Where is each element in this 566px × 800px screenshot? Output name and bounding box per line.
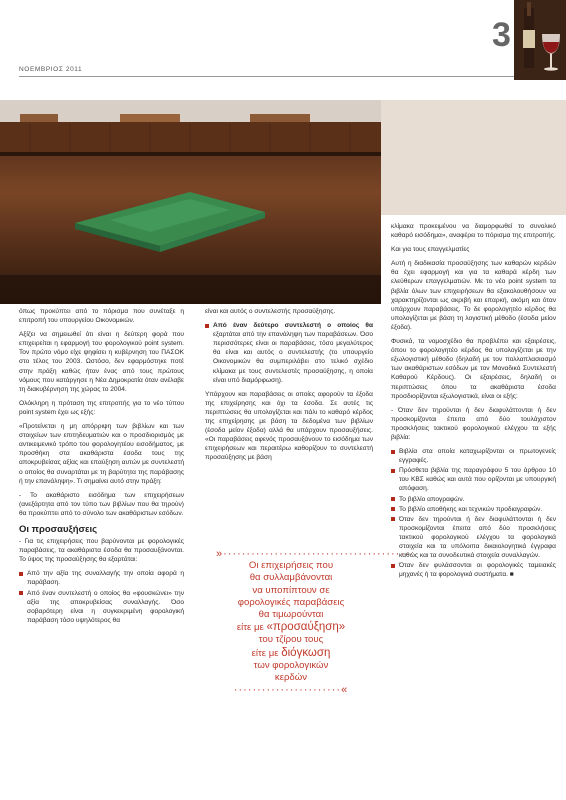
table-folder-photo bbox=[0, 100, 381, 304]
paragraph: κλίμακα προκειμένου να διαμορφωθεί το συνολικό καθαρό εισόδημα», αναφέρει το πόρισμα της επιτροπής. bbox=[391, 223, 556, 240]
bullet-list bbox=[205, 321, 373, 385]
pull-quote-emphasis: «προσαύξηση» bbox=[266, 621, 346, 634]
pull-quote-line: των φορολογικών bbox=[253, 659, 329, 671]
paragraph: όπως προκύπτει από το πόρισμα που συνέταξε η επιτροπή του υπουργείου Οικονομικών. bbox=[19, 308, 184, 325]
header-divider bbox=[19, 76, 520, 77]
quote-paragraph: «Προτείνεται η μη απόρριψη των βιβλίων και των στοιχείων των επιτηδευματιών και ο προσδιορισμός με αντικειμενικό τρόπο του φορολογητέου εισοδήματος, με προσθήκη στα ακαθάριστα έσοδα τους της αποκρυβείσας αξίας και επαύξηση αυτών με συντελεστή ο οποίος θα συναρτάται με τη βαρύτητα της παράβασης ή την επανάληψη». Τι σημαίνει αυτό στην πράξη: bbox=[19, 423, 184, 485]
section-heading: Οι προσαυξήσεις bbox=[19, 523, 98, 535]
list-item: Πρόσθετα βιβλία της παραγράφου 5 του άρθρου 10 του ΚΒΣ καθώς και αυτά που ορίζονται με υπουργική απόφαση. bbox=[391, 466, 556, 493]
paragraph: Αυτή η διαδικασία προσαύξησης των καθαρών κερδών θα έχει εφαρμογή και για τα καθαρά κέρδη των ελεύθερων επαγγελματιών. Με το νέο point system τα βιβλία όλων των επιχειρήσεων θα εξακολουθήσουν να χαρακτηρίζονται ως ακριβή και επαρκή, ακόμη και όταν υπάρχουν παραβάσεις. Το δε φορολογητέο κέρδος θα υπολογίζεται με βάση τη λογιστική μέθοδο (έσοδα μείον έξοδα). bbox=[391, 260, 556, 331]
pull-quote-text: είτε με bbox=[236, 622, 264, 634]
column-3 bbox=[391, 222, 556, 584]
pull-quote-top-dots: »········································· bbox=[216, 548, 415, 560]
list-item: Το βιβλίο αποθήκης και τεχνικών προδιαγραφών. bbox=[391, 505, 556, 514]
list-item: Βιβλία στα οποία καταχωρίζονται οι πρωτογενείς εγγραφές. bbox=[391, 447, 556, 465]
bold-lead: Από έναν δεύτερο συντελεστή ο οποίος θα bbox=[213, 322, 373, 330]
pull-quote bbox=[216, 548, 415, 697]
list-item: Όταν δεν τηρούνται ή δεν διαφυλάττονται ή δεν προσκομίζονται έπειτα από δύο προσκλήσεις τακτικού φορολογικού ελέγχου τα φορολογικά στοιχεία και τα υπόλοιπα δικαιολογητικά έγγραφα καθώς και τα συνοδευτικά στοιχεία συναλλαγών. bbox=[391, 515, 556, 560]
paragraph: Υπάρχουν και παραβάσεις οι οποίες αφορούν τα έξοδα της επιχείρησης και όχι τα έσοδα. Σε αυτές τις περιπτώσεις θα υπολογίζεται και πάλι το καθαρό κέρδος της επιχείρησης με βάση τα δεδομένα των βιβλίων (έσοδα μείον έξοδα) αλλά θα υπάρχουν προσαυξήσεις. «Οι παραβάσεις αφενός προσαυξάνουν το εισόδημα των επιχειρήσεων και περαιτέρω καθορίζουν το συντελεστή προσαύξησης με βάση bbox=[205, 390, 373, 462]
column-2 bbox=[205, 307, 373, 468]
pull-quote-text: είτε με bbox=[251, 647, 279, 659]
issue-date: ΝΟΕΜΒΡΙΟΣ 2011 bbox=[19, 66, 83, 73]
pull-quote-line bbox=[216, 647, 366, 660]
pull-quote-line: Οι επιχειρήσεις που bbox=[248, 560, 334, 572]
column-1 bbox=[19, 307, 184, 630]
pull-quote-line bbox=[216, 621, 366, 634]
list-item: Όταν δεν φυλάσσονται οι φορολογικές ταμειακές μηχανές ή τα φορολογικά συστήματα. ■ bbox=[391, 561, 556, 579]
pull-quote-line: θα συλλαμβάνονται bbox=[249, 572, 333, 584]
pull-quote-line: κερδών bbox=[274, 672, 308, 684]
list-item bbox=[205, 321, 373, 385]
list-item: Το βιβλίο απογραφών. bbox=[391, 495, 556, 504]
paragraph: Φυσικά, τα νομοσχέδιο θα προβλέπει και εξαιρέσεις, όπου το φορολογητέο κέρδος θα υπολογίζεται με την εξωλογιστική μέθοδο (δηλαδή με τον πολλαπλασιασμό των ακαθάριστων εσόδων με τον Μοναδικό Συντελεστή Καθαρού Κέρδους). Οι εξαιρέσεις, δηλαδή οι περιπτώσεις όπου τα ακαθάριστα έσοδα προσδιορίζονται εξωλογιστικά, είναι οι εξής: bbox=[391, 338, 556, 400]
list-item: Από την αξία της συναλλαγής την οποία αφορά η παράβαση. bbox=[19, 569, 184, 587]
page-number: 3 bbox=[492, 16, 511, 54]
bullet-list bbox=[19, 569, 184, 625]
paragraph: - Το ακαθάριστο εισόδημα των επιχειρήσεων (ανεξάρτητα από τον τύπο των βιβλίων που θα τηρούν) θα προκύπτει από το σύνολο των ακαθάριστων εσόδων. bbox=[19, 491, 184, 517]
list-item: Από έναν συντελεστή ο οποίος θα «φουσκώνει» την αξία της αποκρυβείσας συναλλαγής. Όσο σοβαρότερη είναι η συγκεκριμένη φορολογική παράβαση τόσο υψηλότερος θα bbox=[19, 589, 184, 625]
closing-guillemet: « bbox=[341, 684, 349, 697]
pull-quote-line: θα τιμωρούνται bbox=[258, 609, 324, 621]
paragraph: Αξίζει να σημειωθεί ότι είναι η δεύτερη φορά που επιχειρείται η εφαρμογή του φορολογικού point system. Τον πρώτο νόμο είχε ψηφίσει η κυβέρνηση του ΠΑΣΟΚ στο τέλος του 2003. Ωστόσο, δεν εφαρμόστηκε ποτέ στην πράξη καθώς ήταν ένας από τους πρώτους νόμους που κατάργησε η Νέα Δημοκρατία όταν ανέλαβε τη διακυβέρνηση της χώρας το 2004. bbox=[19, 331, 184, 393]
subheading: Και για τους επαγγελματίες bbox=[391, 246, 470, 254]
pull-quote-line: φορολογικές παραβάσεις bbox=[237, 596, 345, 608]
paragraph: - Όταν δεν τηρούνται ή δεν διαφυλάττονται ή δεν προσκομίζονται έπειτα από δύο τουλάχιστον προσκλήσεις τακτικού φορολογικού ελέγχου τα εξής βιβλία: bbox=[391, 406, 556, 441]
paragraph: είναι και αυτός ο συντελεστής προσαύξησης. bbox=[205, 308, 336, 315]
pull-quote-bottom-dots: ·······················« bbox=[233, 684, 349, 697]
pull-quote-emphasis: διόγκωση bbox=[281, 646, 331, 659]
list-item-text: εξαρτάται από την επανάληψη των παραβάσεων. Όσο περισσότερες είναι οι παραβάσεις, τόσο μεγαλύτερος θα είναι και αυτός ο συντελεστής (το υπουργείο Οικονομικών θα συμπεριλάβει στο τελικό σχέδιο κλίμακα με τους συντελεστές προσαύξησης, η οποία είναι υπό διαμόρφωση). bbox=[213, 331, 373, 384]
paragraph: - Για τις επιχειρήσεις που βαρύνονται με φορολογικές παραβάσεις, τα ακαθάριστα έσοδα θα προσαυξάνονται. Το ύψος της προσαύξησης θα εξαρτάται: bbox=[19, 538, 184, 564]
paragraph: Ολόκληρη η πρόταση της επιτροπής για το νέο τύπου point system έχει ως εξής: bbox=[19, 399, 184, 416]
wine-glass-image bbox=[514, 0, 566, 80]
pull-quote-line: του τζίρου τους bbox=[258, 634, 324, 646]
top-right-tint-panel bbox=[381, 100, 566, 215]
pull-quote-line: να υποπίπτουν σε bbox=[252, 584, 330, 596]
bullet-list bbox=[391, 447, 556, 579]
